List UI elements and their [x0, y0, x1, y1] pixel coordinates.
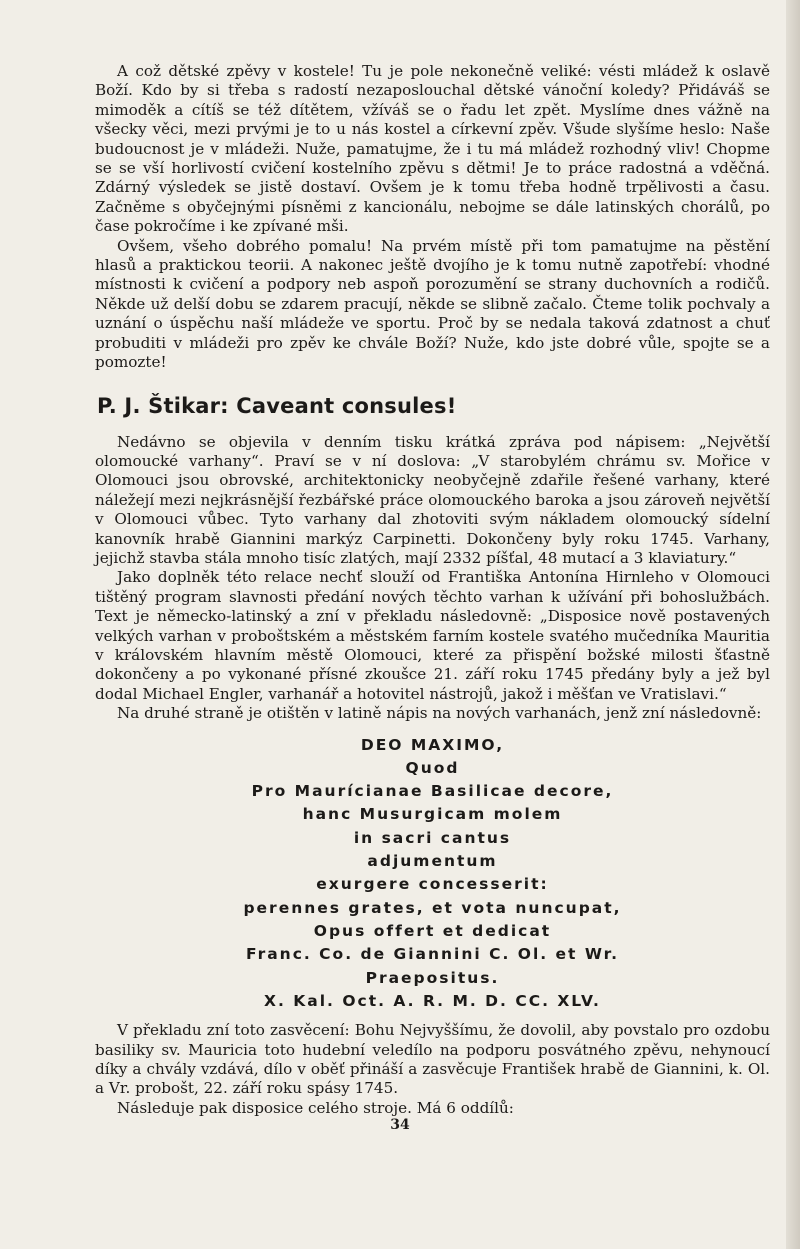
- paragraph-translation: V překladu zní toto zasvěcení: Bohu Nejvyššímu, že dovolil, aby povstalo pro ozdobu basiliky sv. Mauricia toto hudební veledílo na podporu posvátného zpěvu, nehynoucí díky a chvály vzdává, dílo v oběť přináší a zasvěcuje František hrabě de Giannini, k. Ol. a Vr. probošt, 22. září roku spásy 1745.: [95, 1021, 770, 1098]
- paragraph-latin-intro: Na druhé straně je otištěn v latině nápis na nových varhanách, jenž zní následovně:: [117, 704, 762, 723]
- dedication-line: DEO MAXIMO,: [360, 735, 505, 754]
- dedication-line: exurgere concesserit:: [316, 875, 549, 894]
- dedication-line: Praepositus.: [365, 968, 500, 987]
- paragraph-news-report: Nedávno se objevila v denním tisku krátká zpráva pod nápisem: „Největší olomoucké varhany“. Praví se v ní doslova: „V starobylém chrámu sv. Mořice v Olomouci jsou obrovské, architektonicky neobyčejně zdařile řešené varhany, které náležejí mezi nejkrásnější řezbářské práce olomouckého baroka a jsou zároveň největší v Olomouci vůbec. Tyto varhany dal zhotoviti svým nákladem olomoucký sídelní kanovník hrabě Giannini markýz Carpinetti. Dokončeny byly roku 1745. Varhany, jejichž stavba stála mnoho tisíc zlatých, mají 2332 píšťal, 48 mutací a 3 klaviatury.“: [95, 432, 770, 567]
- page-number: 34: [390, 1117, 410, 1133]
- paragraph-children-singing: A což dětské zpěvy v kostele! Tu je pole nekonečně veliké: vésti mládež k oslavě Boží. Kdo by si třeba s radostí nezaposlouchal dětské vánoční koledy? Přidáváš se mimoděk a cítíš se též dítětem, vžíváš se o řadu let zpět. Myslíme dnes vážně na všecky věci, mezi prvými je to u nás kostel a církevní zpěv. Všude slyšíme heslo: Naše budoucnost je v mládeži. Nuže, pamatujme, že i tu má mládež rozhodný vliv! Chopme se se vší horlivostí cvičení kostelního zpěvu s dětmi! Je to práce radostná a vděčná. Zdárný výsledek se jistě dostaví. Ovšem je k tomu třeba hodně trpělivosti a času. Začněme s obyčejnými písněmi z kancionálu, nebojme se dále latinských chorálů, po čase pokročíme i ke zpívané mši.: [95, 62, 770, 236]
- dedication-line: Quod: [405, 758, 460, 777]
- dedication-line: Franc. Co. de Giannini C. Ol. et Wr.: [245, 945, 620, 964]
- paragraph-voice-training: Ovšem, všeho dobrého pomalu! Na prvém místě při tom pamatujme na pěstění hlasů a praktickou teorii. A nakonec ještě dvojího je k tomu nutně zapotřebí: vhodné místnosti k cvičení a podpory neb aspoň porozumění se strany duchovních a rodičů. Někde už delší dobu se zdarem pracují, někde se slibně začalo. Čteme tolik pochvaly a uznání o úspěchu naší mládeže ve sportu. Proč by se nedala taková zdatnost a chuť probuditi v mládeži pro zpěv ke chvále Boží? Nuže, kdo jste dobré vůle, spojte se a pomozte!: [95, 236, 770, 372]
- dedication-line: perennes grates, et vota nuncupat,: [243, 898, 622, 917]
- page-edge-shadow: [786, 0, 800, 1249]
- dedication-line: adjumentum: [367, 852, 498, 871]
- article-heading: P. J. Štikar: Caveant consules!: [97, 393, 457, 418]
- dedication-line: Pro Maurícianae Basilicae decore,: [251, 782, 614, 801]
- latin-dedication: [95, 734, 770, 1014]
- dedication-line: in sacri cantus: [353, 828, 512, 847]
- page-content: [95, 62, 770, 1118]
- paragraph-disposition-intro: Následuje pak disposice celého stroje. Má 6 oddílů:: [117, 1098, 514, 1117]
- paragraph-program-supplement: Jako doplněk této relace nechť slouží od Františka Antonína Hirnleho v Olomouci tištěný program slavnosti předání nových těchto varhan k užívání při bohoslužbách. Text je německo-latinský a zní v překladu následovně: „Disposice nově postavených velkých varhan v proboštském a městském farním kostele svatého mučedníka Mauritia v královském hlavním městě Olomouci, které za přispění božské milosti šťastně dokončeny a po vykonané přísné zkoušce 21. září roku 1745 předány byly a jež byl dodal Michael Engler, varhanář a hotovitel nástrojů, jakož i měšťan ve Vratislavi.“: [95, 568, 770, 703]
- dedication-line: hanc Musurgicam molem: [302, 805, 563, 824]
- dedication-line: X. Kal. Oct. A. R. M. D. CC. XLV.: [264, 991, 601, 1010]
- dedication-line: Opus offert et dedicat: [313, 921, 552, 940]
